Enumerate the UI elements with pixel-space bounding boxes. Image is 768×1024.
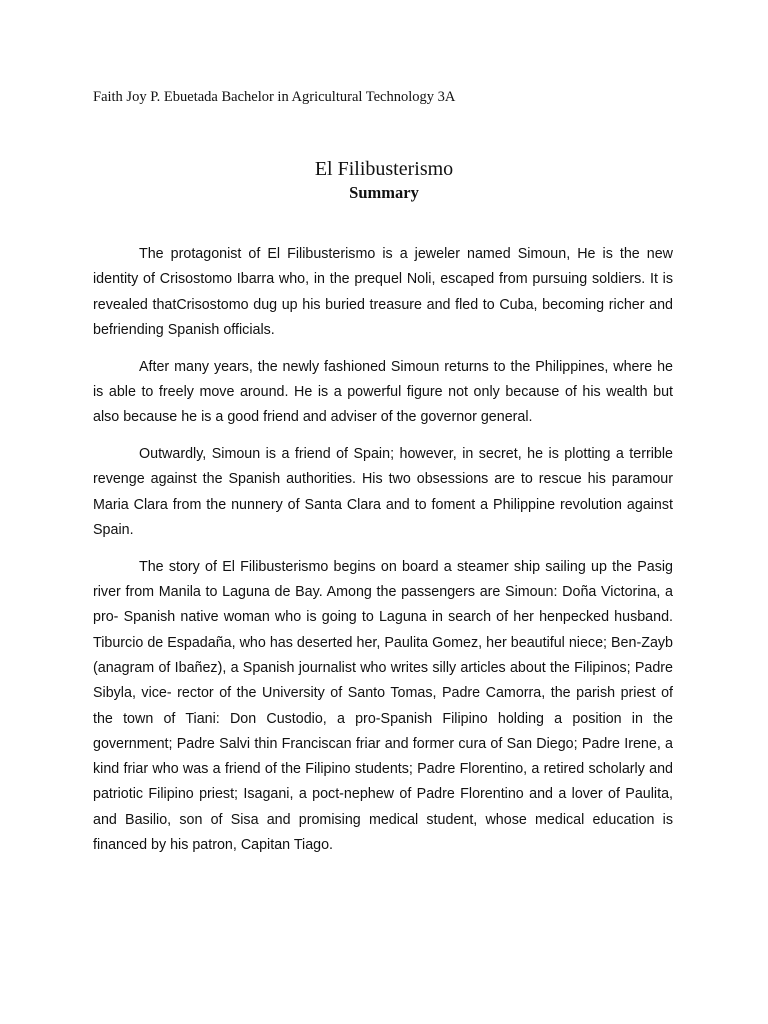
- paragraph-3: Outwardly, Simoun is a friend of Spain; however, in secret, he is plotting a terrible revenge against the Spanish authorities. His two obsessions are to rescue his paramour Maria Clara from the nunnery of Santa Clara and to foment a Philippine revolution against Spain.: [93, 446, 673, 538]
- paragraph-4: The story of El Filibusterismo begins on board a steamer ship sailing up the Pasig river from Manila to Laguna de Bay. Among the passengers are Simoun: Doña Victorina, a pro- Spanish native woman who is going to Laguna in search of her henpecked husband. Tiburcio de Espadaña, who has deserted her, Paulita Gomez, her beautiful niece; Ben-Zayb (anagram of Ibañez), a Spanish journalist who writes silly articles about the Filipinos; Padre Sibyla, vice- rector of the University of Santo Tomas, Padre Camorra, the parish priest of the town of Tiani: Don Custodio, a pro-Spanish Filipino holding a position in the government; Padre Salvi thin Franciscan friar and former cura of San Diego; Padre Irene, a kind friar who was a friend of the Filipino students; Padre Florentino, a retired scholarly and patriotic Filipino priest; Isagani, a poct-nephew of Padre Florentino and a lover of Paulita, and Basilio, son of Sisa and promising medical student, whose medical education is financed by his patron, Capitan Tiago.: [93, 558, 673, 854]
- author-line: Faith Joy P. Ebuetada Bachelor in Agricultural Technology 3A: [93, 89, 456, 105]
- document-body: [93, 242, 673, 870]
- paragraph-2: After many years, the newly fashioned Simoun returns to the Philippines, where he is able to freely move around. He is a powerful figure not only because of his wealth but also because he is a good friend and adviser of the governor general.: [93, 358, 673, 426]
- document-subtitle: Summary: [349, 183, 419, 202]
- paragraph-1: The protagonist of El Filibusterismo is a jeweler named Simoun, He is the new identity of Crisostomo Ibarra who, in the prequel Noli, escaped from pursuing soldiers. It is revealed thatCrisostomo dug up his buried treasure and fled to Cuba, becoming richer and befriending Spanish officials.: [93, 246, 673, 338]
- document-title: El Filibusterismo: [314, 158, 454, 180]
